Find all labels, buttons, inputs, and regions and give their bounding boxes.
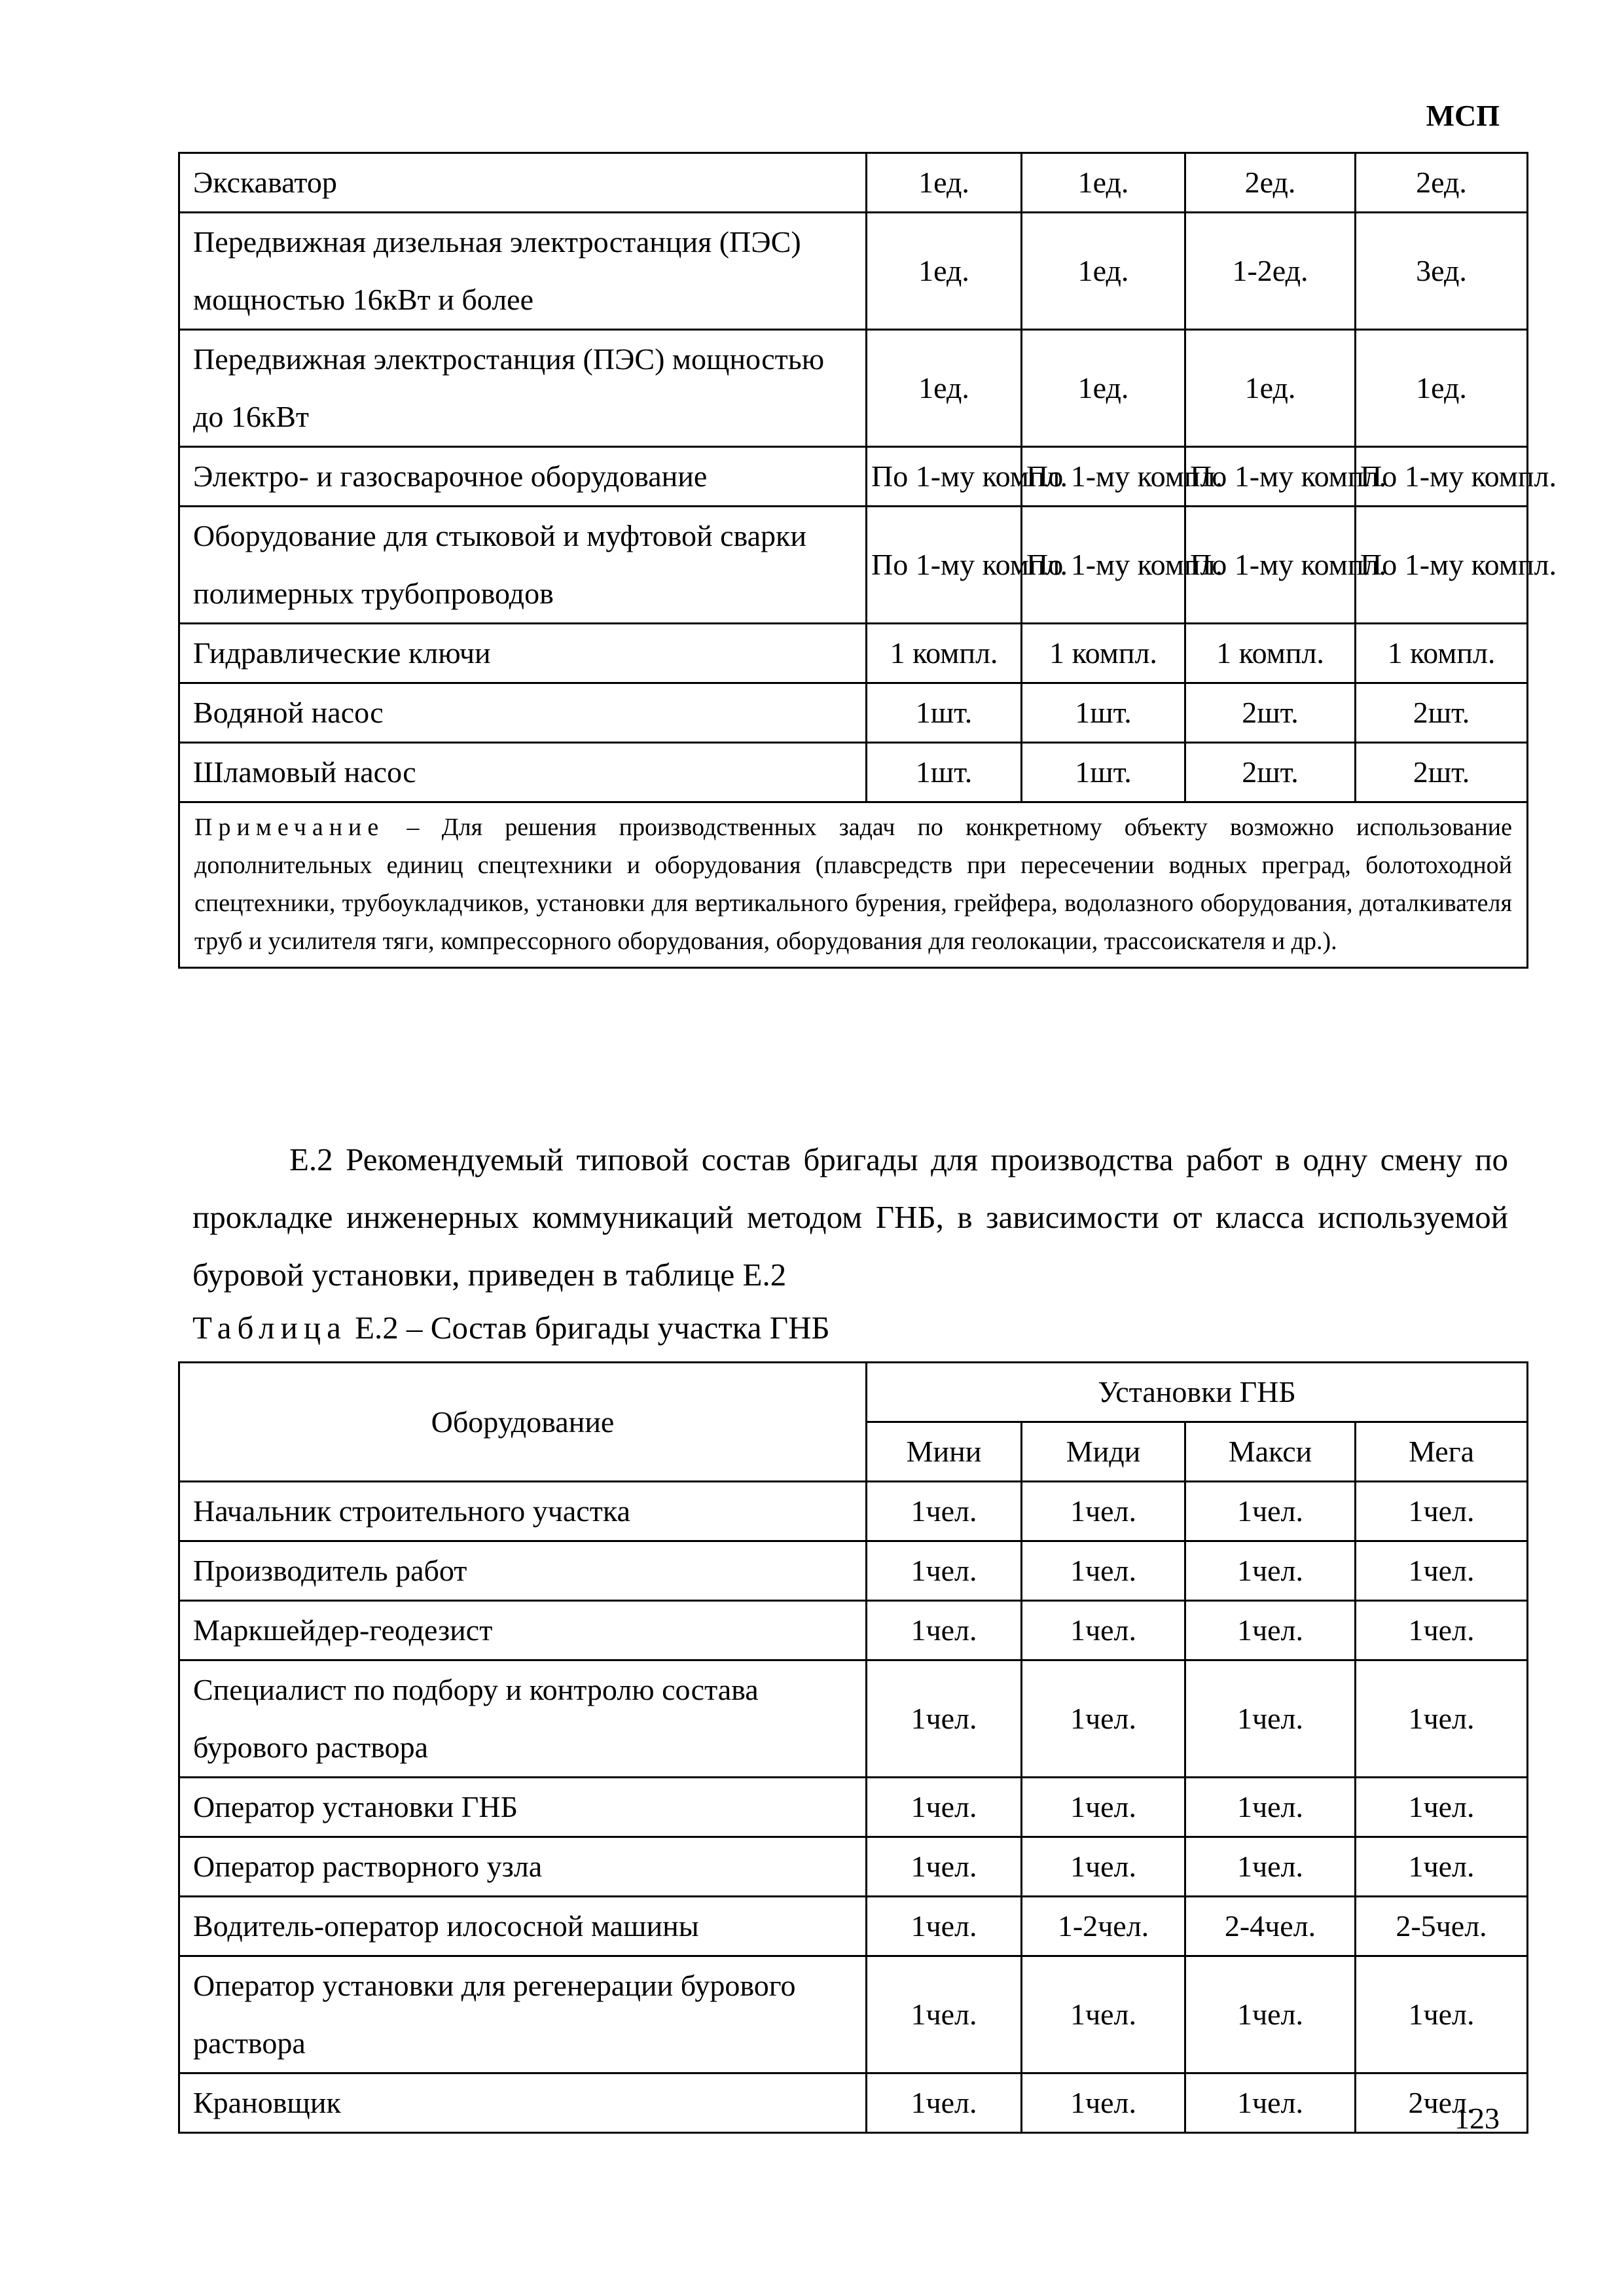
row-value: 1 компл.: [1356, 624, 1528, 683]
crew-table-body: [179, 1482, 1528, 2133]
note-cell: [179, 802, 1528, 968]
crew-table: [178, 1361, 1528, 2134]
row-value: 1чел.: [867, 1897, 1022, 1956]
row-value: 2чел.: [1356, 2073, 1528, 2133]
row-value: 1чел.: [1356, 1541, 1528, 1601]
row-value: 1чел.: [1356, 1837, 1528, 1897]
header-column: Мини: [867, 1422, 1022, 1482]
table-row: [179, 1660, 1528, 1778]
row-name: Передвижная дизельная электростанция (ПЭС) мощностью 16кВт и более: [179, 213, 867, 330]
note-label: Примечание: [194, 814, 385, 841]
row-value: По 1-му компл.: [1356, 447, 1528, 507]
row-value: 1шт.: [867, 683, 1022, 743]
row-value: 1чел.: [1185, 1660, 1356, 1778]
row-name: Оператор установки для регенерации бурового раствора: [179, 1956, 867, 2073]
row-value: 1чел.: [1185, 1956, 1356, 2073]
row-value: 1чел.: [1022, 1778, 1185, 1837]
row-value: 1чел.: [1022, 1482, 1185, 1541]
row-value: 1шт.: [1022, 743, 1185, 802]
row-value: 1ед.: [1022, 330, 1185, 447]
row-value: 1чел.: [1185, 1778, 1356, 1837]
row-value: 1чел.: [1022, 2073, 1185, 2133]
row-value: 1чел.: [867, 1601, 1022, 1660]
row-name: Маркшейдер-геодезист: [179, 1601, 867, 1660]
row-value: 2шт.: [1356, 743, 1528, 802]
row-value: 1ед.: [1185, 330, 1356, 447]
row-name: Специалист по подбору и контролю состава бурового раствора: [179, 1660, 867, 1778]
row-name: Шламовый насос: [179, 743, 867, 802]
note-text: – Для решения производственных задач по конкретному объекту возможно использование дополнительных единиц спецтехники и оборудования (плавсредств при пересечении водных преград, болотоходной спецтехники, трубоукладчиков, установки для вертикального бурения, грейфера, водолазного оборудования, доталкивателя труб и усилителя тяги, компрессорного оборудования, оборудования для геолокации, трассоискателя и др.).: [194, 814, 1512, 955]
table-row: [179, 1897, 1528, 1956]
table-row: [179, 1482, 1528, 1541]
row-value: 1ед.: [1022, 153, 1185, 213]
table-row: [179, 1837, 1528, 1897]
row-value: 2ед.: [1356, 153, 1528, 213]
row-value: 1чел.: [867, 2073, 1022, 2133]
table-row: [179, 213, 1528, 330]
row-value: По 1-му компл.: [1356, 507, 1528, 624]
row-value: 2-5чел.: [1356, 1897, 1528, 1956]
row-name: Электро- и газосварочное оборудование: [179, 447, 867, 507]
table-row: [179, 624, 1528, 683]
table-row: [179, 1601, 1528, 1660]
row-name: Передвижная электростанция (ПЭС) мощностью до 16кВт: [179, 330, 867, 447]
row-value: 1-2ед.: [1185, 213, 1356, 330]
row-name: Водяной насос: [179, 683, 867, 743]
table-row: [179, 1541, 1528, 1601]
row-value: 1 компл.: [867, 624, 1022, 683]
row-name: Оборудование для стыковой и муфтовой сварки полимерных трубопроводов: [179, 507, 867, 624]
row-value: 1чел.: [1185, 2073, 1356, 2133]
header-column: Миди: [1022, 1422, 1185, 1482]
row-value: По 1-му компл.: [1185, 447, 1356, 507]
row-value: 1ед.: [1022, 213, 1185, 330]
row-value: 2-4чел.: [1185, 1897, 1356, 1956]
row-value: По 1-му компл.: [867, 507, 1022, 624]
row-value: 1чел.: [867, 1660, 1022, 1778]
row-value: 1чел.: [1022, 1837, 1185, 1897]
table-row: [179, 683, 1528, 743]
row-value: 1чел.: [867, 1956, 1022, 2073]
row-name: Гидравлические ключи: [179, 624, 867, 683]
row-value: 1шт.: [1022, 683, 1185, 743]
row-value: 1ед.: [867, 213, 1022, 330]
row-name: Водитель-оператор илососной машины: [179, 1897, 867, 1956]
row-value: 1чел.: [1356, 1660, 1528, 1778]
row-value: 1чел.: [1022, 1601, 1185, 1660]
row-value: 1чел.: [867, 1778, 1022, 1837]
page-number: 123: [1454, 2102, 1500, 2135]
row-value: 3ед.: [1356, 213, 1528, 330]
row-value: 1ед.: [1356, 330, 1528, 447]
row-value: 1чел.: [1356, 1482, 1528, 1541]
row-value: 1 компл.: [1185, 624, 1356, 683]
document-code: МСП: [1426, 99, 1500, 132]
table-caption: [192, 1299, 830, 1357]
row-value: 1чел.: [1185, 1601, 1356, 1660]
row-value: 2шт.: [1356, 683, 1528, 743]
row-value: 1чел.: [1356, 1601, 1528, 1660]
row-value: 1-2чел.: [1022, 1897, 1185, 1956]
row-name: Экскаватор: [179, 153, 867, 213]
crew-table-header-row: [179, 1363, 1528, 1422]
row-value: 1чел.: [1022, 1541, 1185, 1601]
row-name: Начальник строительного участка: [179, 1482, 867, 1541]
row-value: 1ед.: [867, 153, 1022, 213]
row-value: 1чел.: [1356, 1956, 1528, 2073]
table-row: [179, 153, 1528, 213]
row-value: По 1-му компл.: [1022, 507, 1185, 624]
header-group: Установки ГНБ: [867, 1363, 1528, 1422]
row-value: 1чел.: [1185, 1837, 1356, 1897]
table-row: [179, 330, 1528, 447]
row-value: 1чел.: [1356, 1778, 1528, 1837]
row-value: 2ед.: [1185, 153, 1356, 213]
row-name: Оператор растворного узла: [179, 1837, 867, 1897]
row-value: 1шт.: [867, 743, 1022, 802]
row-name: Оператор установки ГНБ: [179, 1778, 867, 1837]
table-caption-text: Е.2 – Состав бригады участка ГНБ: [355, 1310, 830, 1346]
table-row: [179, 507, 1528, 624]
row-value: По 1-му компл.: [867, 447, 1022, 507]
row-value: 1чел.: [1185, 1541, 1356, 1601]
row-name: Крановщик: [179, 2073, 867, 2133]
row-value: 1чел.: [867, 1837, 1022, 1897]
table-row: [179, 2073, 1528, 2133]
table-row: [179, 447, 1528, 507]
table-caption-label: Таблица: [192, 1310, 347, 1346]
table-row: [179, 1956, 1528, 2073]
row-value: 1чел.: [1185, 1482, 1356, 1541]
section-paragraph: Е.2 Рекомендуемый типовой состав бригады для производства работ в одну смену по прокладке инженерных коммуникаций методом ГНБ, в зависимости от класса используемой буровой установки, приведен в таблице Е.2: [192, 1141, 1508, 1293]
row-value: По 1-му компл.: [1022, 447, 1185, 507]
header-equipment: Оборудование: [179, 1363, 867, 1482]
row-name: Производитель работ: [179, 1541, 867, 1601]
header-column: Мега: [1356, 1422, 1528, 1482]
row-value: 1 компл.: [1022, 624, 1185, 683]
table-row: [179, 743, 1528, 802]
row-value: 1чел.: [867, 1541, 1022, 1601]
row-value: 1чел.: [867, 1482, 1022, 1541]
row-value: По 1-му компл.: [1185, 507, 1356, 624]
table-row: [179, 1778, 1528, 1837]
row-value: 2шт.: [1185, 683, 1356, 743]
row-value: 1чел.: [1022, 1956, 1185, 2073]
row-value: 1ед.: [867, 330, 1022, 447]
row-value: 2шт.: [1185, 743, 1356, 802]
header-column: Макси: [1185, 1422, 1356, 1482]
equipment-table-body: [179, 153, 1557, 968]
row-value: 1чел.: [1022, 1660, 1185, 1778]
note-row: [179, 802, 1528, 968]
equipment-table: [178, 152, 1557, 969]
